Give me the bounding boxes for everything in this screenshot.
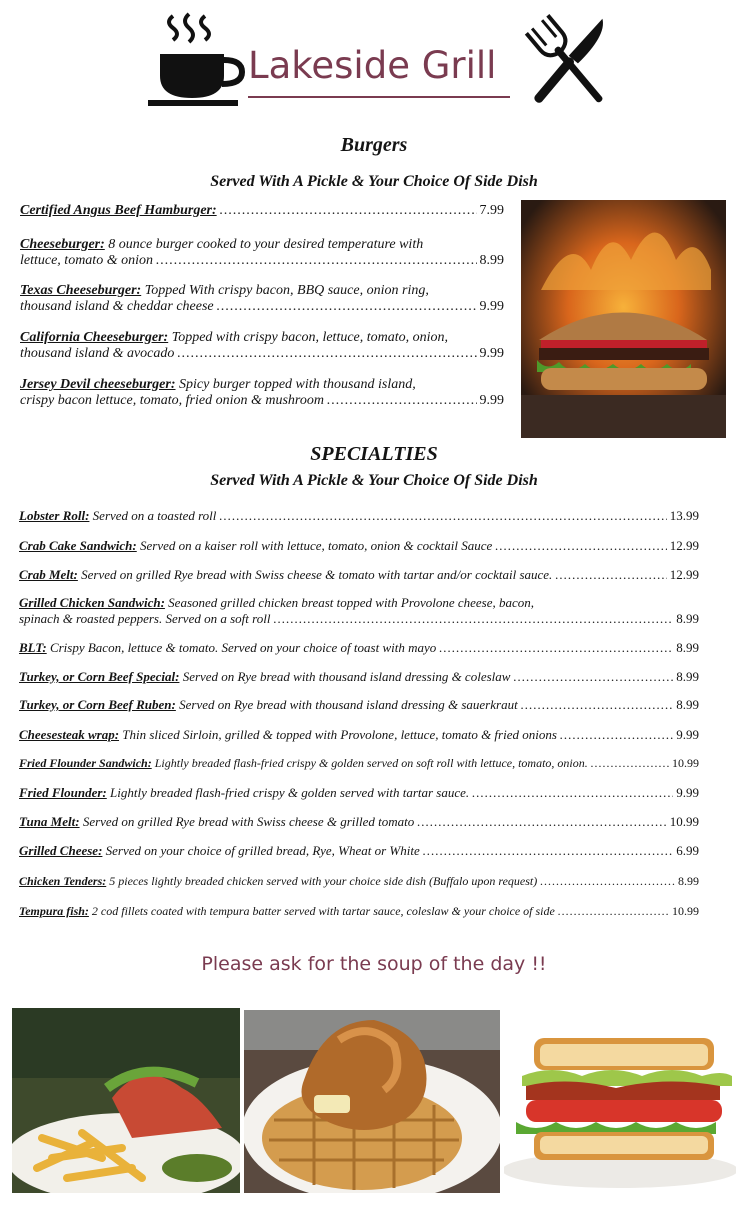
chicken-waffles-photo: [244, 1010, 500, 1193]
item-name: Texas Cheeseburger:: [20, 283, 142, 298]
fries-plate-image: [12, 1008, 240, 1193]
item-price: 12.99: [669, 538, 699, 553]
item-name: Grilled Chicken Sandwich:: [19, 595, 165, 610]
item-price: 6.99: [676, 843, 699, 858]
menu-item-blt: [19, 640, 699, 656]
item-name: Fried Flounder:: [19, 785, 107, 800]
item-desc: Topped with crispy bacon, lettuce, tomato, onion,: [171, 330, 449, 345]
item-name: Tempura fish:: [19, 904, 89, 918]
blt-sandwich-image: [504, 1010, 736, 1193]
menu-item-cheeseburger: [20, 237, 504, 269]
flaming-burger-image: [521, 200, 726, 438]
burgers-subtitle: Served With A Pickle & Your Choice Of Side Dish: [210, 173, 538, 190]
menu-item-grilled-cheese: [19, 843, 699, 859]
item-desc: Served on Rye bread with thousand island dressing & coleslaw: [182, 669, 511, 684]
chicken-waffles-image: [244, 1010, 500, 1193]
item-price: 8.99: [676, 611, 699, 626]
coffee-cup-icon: [145, 10, 245, 110]
item-desc-cont: lettuce, tomato & onion: [20, 253, 153, 268]
item-price: 9.99: [676, 785, 699, 800]
item-desc: Served on your choice of grilled bread, Rye, Wheat or White: [105, 843, 420, 858]
item-price: 7.99: [479, 203, 504, 218]
menu-item-fried-flounder-sandwich: [19, 755, 699, 771]
item-price: 12.99: [669, 567, 699, 582]
menu-item-chicken-tenders: [19, 873, 699, 889]
item-name: Cheesesteak wrap:: [19, 727, 120, 742]
blt-photo: [504, 1010, 736, 1193]
menu-item-crab-melt: [19, 567, 699, 583]
item-name: Chicken Tenders:: [19, 874, 107, 888]
menu-item-turkey-corn-beef-ruben: [19, 697, 699, 713]
restaurant-title: Lakeside Grill: [248, 44, 497, 87]
item-desc: Served on grilled Rye bread with Swiss cheese & tomato with tartar and/or cocktail sauce.: [81, 567, 553, 582]
item-price: 13.99: [669, 508, 699, 523]
menu-item-grilled-chicken-sandwich: [19, 595, 699, 627]
menu-item-california-cheeseburger: [20, 330, 504, 362]
item-name: Turkey, or Corn Beef Special:: [19, 669, 180, 684]
item-desc: Spicy burger topped with thousand island,: [179, 377, 416, 392]
item-desc: Lightly breaded flash-fried crispy & golden served on soft roll with lettuce, tomato, onion.: [154, 756, 588, 770]
item-name: Jersey Devil cheeseburger:: [20, 377, 176, 392]
specialties-subtitle: Served With A Pickle & Your Choice Of Side Dish: [210, 472, 538, 489]
item-price: 8.99: [676, 640, 699, 655]
item-price: 8.99: [678, 874, 699, 888]
item-name: Crab Cake Sandwich:: [19, 538, 137, 553]
item-desc: 2 cod fillets coated with tempura batter served with tartar sauce, coleslaw & your choice of side: [91, 904, 555, 918]
item-price: 8.99: [479, 253, 504, 268]
item-desc: 5 pieces lightly breaded chicken served with your choice side dish (Buffalo upon request): [109, 874, 538, 888]
item-desc: Served on a toasted roll: [92, 508, 217, 523]
menu-item-tuna-melt: [19, 814, 699, 830]
item-name: Certified Angus Beef Hamburger:: [20, 203, 217, 218]
menu-item-tempura-fish: [19, 903, 699, 919]
fork-knife-icon: [515, 12, 625, 112]
item-desc: Crispy Bacon, lettuce & tomato. Served on your choice of toast with mayo: [49, 640, 437, 655]
item-name: Grilled Cheese:: [19, 843, 103, 858]
item-desc: Served on Rye bread with thousand island dressing & sauerkraut: [179, 697, 518, 712]
item-name: Crab Melt:: [19, 567, 78, 582]
menu-item-cheesesteak-wrap: [19, 727, 699, 743]
item-price: 10.99: [672, 904, 699, 918]
item-name: Turkey, or Corn Beef Ruben:: [19, 697, 176, 712]
item-price: 9.99: [479, 393, 504, 408]
menu-item-fried-flounder: [19, 785, 699, 801]
item-price: 9.99: [479, 299, 504, 314]
menu-item-angus-hamburger: [20, 203, 504, 219]
menu-item-texas-cheeseburger: [20, 283, 504, 315]
soup-of-the-day-note: Please ask for the soup of the day !!: [201, 953, 547, 975]
item-name: Tuna Melt:: [19, 814, 80, 829]
menu-item-crab-cake-sandwich: [19, 538, 699, 554]
item-price: 8.99: [676, 669, 699, 684]
item-desc: Lightly breaded flash-fried crispy & golden served with tartar sauce.: [110, 785, 470, 800]
item-desc: Topped With crispy bacon, BBQ sauce, onion ring,: [144, 283, 429, 298]
burger-photo: [521, 200, 726, 438]
item-desc: 8 ounce burger cooked to your desired temperature with: [108, 237, 424, 252]
menu-item-lobster-roll: [19, 508, 699, 524]
item-price: 10.99: [669, 814, 699, 829]
item-name: Cheeseburger:: [20, 237, 105, 252]
item-desc-cont: spinach & roasted peppers. Served on a soft roll: [19, 611, 271, 626]
item-desc: Seasoned grilled chicken breast topped with Provolone cheese, bacon,: [168, 595, 534, 610]
menu-item-jersey-devil-cheeseburger: [20, 377, 504, 409]
item-price: 10.99: [672, 756, 699, 770]
specialties-heading: SPECIALTIES: [310, 443, 438, 465]
menu-item-turkey-corn-beef-special: [19, 669, 699, 685]
item-price: 8.99: [676, 697, 699, 712]
item-name: California Cheeseburger:: [20, 330, 169, 345]
item-desc: Thin sliced Sirloin, grilled & topped with Provolone, lettuce, tomato & fried onions: [122, 727, 557, 742]
item-desc: Served on grilled Rye bread with Swiss cheese & grilled tomato: [82, 814, 415, 829]
item-desc-cont: crispy bacon lettuce, tomato, fried onion & mushroom: [20, 393, 324, 408]
item-desc: Served on a kaiser roll with lettuce, tomato, onion & cocktail Sauce: [140, 538, 493, 553]
item-name: Lobster Roll:: [19, 508, 90, 523]
item-name: BLT:: [19, 640, 47, 655]
title-underline: [248, 96, 510, 98]
item-desc-cont: thousand island & cheddar cheese: [20, 299, 214, 314]
item-price: 9.99: [676, 727, 699, 742]
item-desc-cont: thousand island & avocado: [20, 346, 175, 361]
item-price: 9.99: [479, 346, 504, 361]
burgers-heading: Burgers: [340, 134, 408, 156]
fries-photo: [12, 1008, 240, 1193]
item-name: Fried Flounder Sandwich:: [19, 756, 152, 770]
